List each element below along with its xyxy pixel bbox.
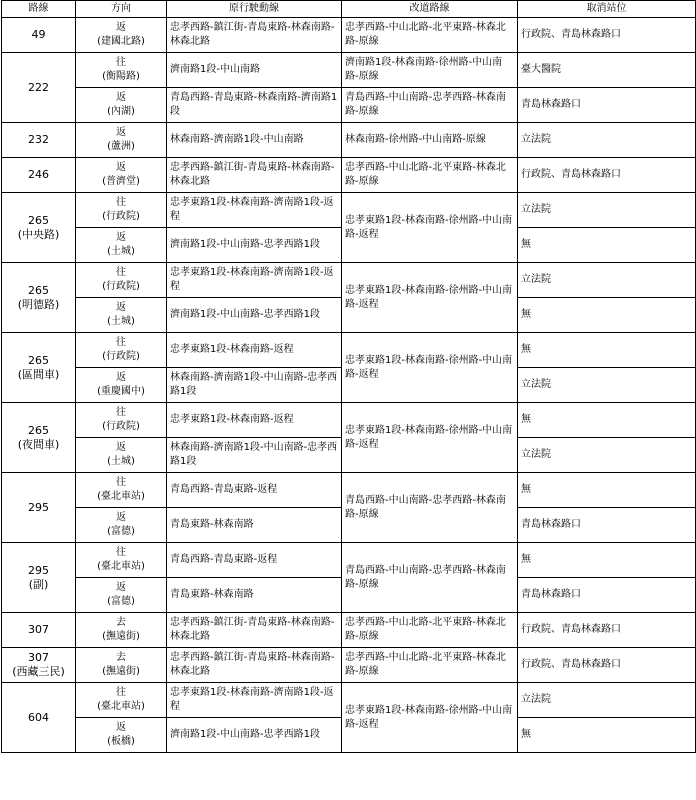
cancelled-stops-cell: 立法院 xyxy=(518,683,696,718)
detour-route-cell: 忠孝東路1段-林森南路-徐州路-中山南路-返程 xyxy=(342,403,518,473)
direction-cell: 往 (行政院) xyxy=(76,263,167,298)
cancelled-stops-cell: 青島林森路口 xyxy=(518,578,696,613)
table-row xyxy=(2,613,696,648)
cancelled-stops-cell: 青島林森路口 xyxy=(518,88,696,123)
cancelled-stops-cell: 無 xyxy=(518,543,696,578)
direction-cell: 往 (行政院) xyxy=(76,333,167,368)
original-route-cell: 青島西路-青島東路-林森南路-濟南路1段 xyxy=(167,88,342,123)
original-route-cell: 忠孝東路1段-林森南路-濟南路1段-返程 xyxy=(167,683,342,718)
table-row xyxy=(2,648,696,683)
route-cell: 307 xyxy=(2,613,76,648)
cancelled-stops-cell: 立法院 xyxy=(518,193,696,228)
original-route-cell: 忠孝東路1段-林森南路-濟南路1段-返程 xyxy=(167,193,342,228)
header-row xyxy=(2,1,696,18)
table-row xyxy=(2,123,696,158)
direction-cell: 返 (內湖) xyxy=(76,88,167,123)
direction-cell: 去 (撫遠街) xyxy=(76,648,167,683)
original-route-cell: 濟南路1段-中山南路 xyxy=(167,53,342,88)
original-route-cell: 忠孝西路-鎮江街-青島東路-林森南路-林森北路 xyxy=(167,158,342,193)
cancelled-stops-cell: 無 xyxy=(518,403,696,438)
direction-cell: 返 (土城) xyxy=(76,438,167,473)
original-route-cell: 濟南路1段-中山南路-忠孝西路1段 xyxy=(167,228,342,263)
original-route-cell: 青島東路-林森南路 xyxy=(167,578,342,613)
direction-cell: 返 (普濟堂) xyxy=(76,158,167,193)
direction-cell: 返 (土城) xyxy=(76,228,167,263)
direction-cell: 返 (建國北路) xyxy=(76,18,167,53)
detour-route-cell: 青島西路-中山南路-忠孝西路-林森南路-原線 xyxy=(342,543,518,613)
direction-cell: 去 (撫遠街) xyxy=(76,613,167,648)
cancelled-stops-cell: 立法院 xyxy=(518,368,696,403)
cancelled-stops-cell: 立法院 xyxy=(518,263,696,298)
original-route-cell: 青島西路-青島東路-返程 xyxy=(167,473,342,508)
detour-route-cell: 忠孝西路-中山北路-北平東路-林森北路-原線 xyxy=(342,613,518,648)
original-route-cell: 忠孝西路-鎮江街-青島東路-林森南路-林森北路 xyxy=(167,648,342,683)
table-row xyxy=(2,473,696,508)
route-cell: 295 (副) xyxy=(2,543,76,613)
route-cell: 604 xyxy=(2,683,76,753)
direction-cell: 返 (板橋) xyxy=(76,718,167,753)
table-row xyxy=(2,263,696,298)
route-cell: 265 (區間車) xyxy=(2,333,76,403)
direction-cell: 往 (衡陽路) xyxy=(76,53,167,88)
table-row xyxy=(2,333,696,368)
original-route-cell: 林森南路-濟南路1段-中山南路-忠孝西路1段 xyxy=(167,368,342,403)
original-route-cell: 忠孝東路1段-林森南路-返程 xyxy=(167,333,342,368)
original-route-cell: 忠孝東路1段-林森南路-返程 xyxy=(167,403,342,438)
cancelled-stops-cell: 無 xyxy=(518,718,696,753)
route-cell: 49 xyxy=(2,18,76,53)
route-cell: 265 (中央路) xyxy=(2,193,76,263)
detour-route-cell: 忠孝西路-中山北路-北平東路-林森北路-原線 xyxy=(342,158,518,193)
detour-route-cell: 忠孝西路-中山北路-北平東路-林森北路-原線 xyxy=(342,18,518,53)
header-detour-route: 改道路線 xyxy=(342,1,518,18)
table-body xyxy=(2,18,696,753)
cancelled-stops-cell: 行政院、青島林森路口 xyxy=(518,613,696,648)
header-direction: 方向 xyxy=(76,1,167,18)
detour-route-cell: 林森南路-徐州路-中山南路-原線 xyxy=(342,123,518,158)
detour-route-cell: 青島西路-中山南路-忠孝西路-林森南路-原線 xyxy=(342,88,518,123)
table-row xyxy=(2,543,696,578)
cancelled-stops-cell: 臺大醫院 xyxy=(518,53,696,88)
original-route-cell: 濟南路1段-中山南路-忠孝西路1段 xyxy=(167,298,342,333)
direction-cell: 返 (富德) xyxy=(76,578,167,613)
table-row xyxy=(2,53,696,88)
detour-route-cell: 忠孝東路1段-林森南路-徐州路-中山南路-返程 xyxy=(342,193,518,263)
direction-cell: 往 (行政院) xyxy=(76,403,167,438)
route-cell: 265 (夜間車) xyxy=(2,403,76,473)
direction-cell: 返 (富德) xyxy=(76,508,167,543)
direction-cell: 往 (臺北車站) xyxy=(76,543,167,578)
original-route-cell: 濟南路1段-中山南路-忠孝西路1段 xyxy=(167,718,342,753)
cancelled-stops-cell: 青島林森路口 xyxy=(518,508,696,543)
route-cell: 232 xyxy=(2,123,76,158)
cancelled-stops-cell: 無 xyxy=(518,333,696,368)
direction-cell: 往 (行政院) xyxy=(76,193,167,228)
original-route-cell: 林森南路-濟南路1段-中山南路 xyxy=(167,123,342,158)
detour-route-cell: 濟南路1段-林森南路-徐州路-中山南路-原線 xyxy=(342,53,518,88)
direction-cell: 返 (土城) xyxy=(76,298,167,333)
route-cell: 307 (西藏三民) xyxy=(2,648,76,683)
original-route-cell: 林森南路-濟南路1段-中山南路-忠孝西路1段 xyxy=(167,438,342,473)
table-row xyxy=(2,193,696,228)
original-route-cell: 青島東路-林森南路 xyxy=(167,508,342,543)
direction-cell: 返 (蘆洲) xyxy=(76,123,167,158)
route-cell: 246 xyxy=(2,158,76,193)
original-route-cell: 青島西路-青島東路-返程 xyxy=(167,543,342,578)
detour-route-cell: 青島西路-中山南路-忠孝西路-林森南路-原線 xyxy=(342,473,518,543)
cancelled-stops-cell: 無 xyxy=(518,228,696,263)
header-original-route: 原行駛動線 xyxy=(167,1,342,18)
original-route-cell: 忠孝西路-鎮江街-青島東路-林森南路-林森北路 xyxy=(167,18,342,53)
detour-table xyxy=(1,0,696,753)
table-row xyxy=(2,158,696,193)
cancelled-stops-cell: 行政院、青島林森路口 xyxy=(518,18,696,53)
table-row xyxy=(2,18,696,53)
route-cell: 265 (明德路) xyxy=(2,263,76,333)
header-route: 路線 xyxy=(2,1,76,18)
cancelled-stops-cell: 立法院 xyxy=(518,123,696,158)
cancelled-stops-cell: 立法院 xyxy=(518,438,696,473)
original-route-cell: 忠孝東路1段-林森南路-濟南路1段-返程 xyxy=(167,263,342,298)
detour-route-cell: 忠孝東路1段-林森南路-徐州路-中山南路-返程 xyxy=(342,333,518,403)
detour-route-cell: 忠孝東路1段-林森南路-徐州路-中山南路-返程 xyxy=(342,263,518,333)
table-row xyxy=(2,683,696,718)
route-cell: 222 xyxy=(2,53,76,123)
detour-route-cell: 忠孝東路1段-林森南路-徐州路-中山南路-返程 xyxy=(342,683,518,753)
detour-route-cell: 忠孝西路-中山北路-北平東路-林森北路-原線 xyxy=(342,648,518,683)
cancelled-stops-cell: 行政院、青島林森路口 xyxy=(518,158,696,193)
direction-cell: 往 (臺北車站) xyxy=(76,683,167,718)
cancelled-stops-cell: 無 xyxy=(518,298,696,333)
route-cell: 295 xyxy=(2,473,76,543)
direction-cell: 往 (臺北車站) xyxy=(76,473,167,508)
cancelled-stops-cell: 行政院、青島林森路口 xyxy=(518,648,696,683)
cancelled-stops-cell: 無 xyxy=(518,473,696,508)
table-row xyxy=(2,403,696,438)
header-cancelled-stops: 取消站位 xyxy=(518,1,696,18)
direction-cell: 返 (重慶國中) xyxy=(76,368,167,403)
original-route-cell: 忠孝西路-鎮江街-青島東路-林森南路-林森北路 xyxy=(167,613,342,648)
table-row xyxy=(2,88,696,123)
